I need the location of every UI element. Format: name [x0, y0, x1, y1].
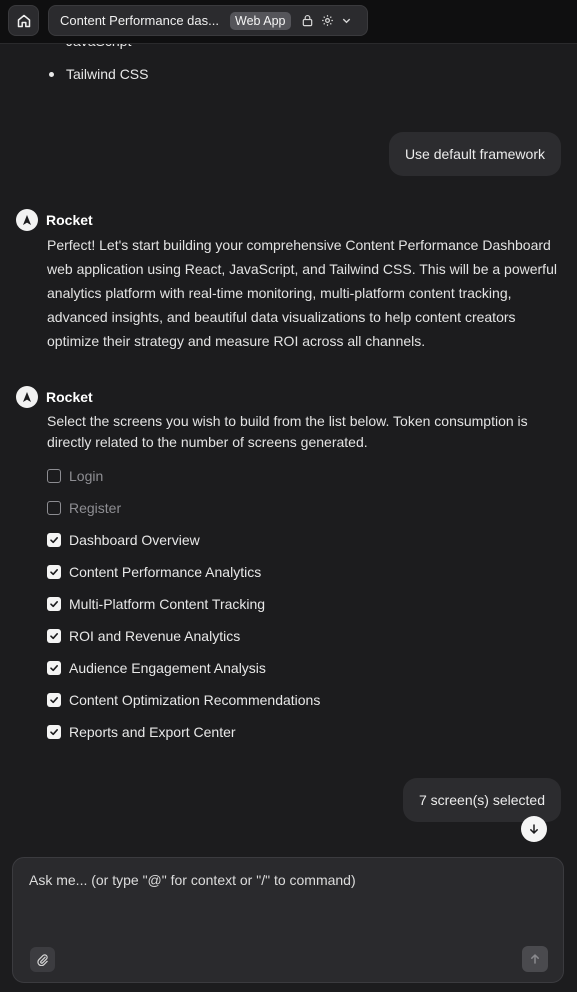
check-icon: [49, 567, 59, 577]
rocket-icon: [21, 214, 33, 226]
user-message: 7 screen(s) selected: [403, 778, 561, 822]
checkbox-unchecked[interactable]: [47, 469, 61, 483]
screen-option[interactable]: [47, 660, 266, 676]
rocket-icon: [21, 391, 33, 403]
paperclip-icon: [36, 953, 49, 966]
arrow-down-icon: [528, 823, 540, 835]
home-icon: [16, 13, 32, 29]
checkbox-checked[interactable]: [47, 597, 61, 611]
screen-option-label: Register: [69, 500, 122, 516]
chat-input[interactable]: Ask me... (or type "@" for context or "/" to command): [29, 872, 356, 888]
checkbox-checked[interactable]: [47, 725, 61, 739]
screen-option-label: ROI and Revenue Analytics: [69, 628, 241, 644]
check-icon: [49, 695, 59, 705]
scroll-down-button[interactable]: [521, 816, 547, 842]
screen-option[interactable]: [47, 468, 103, 484]
screen-option-label: Dashboard Overview: [69, 532, 200, 548]
project-selector[interactable]: [48, 5, 368, 36]
check-icon: [49, 727, 59, 737]
rocket-avatar: [16, 386, 38, 408]
screen-option[interactable]: [47, 532, 200, 548]
check-icon: [49, 631, 59, 641]
lock-icon[interactable]: [301, 14, 314, 27]
top-bar: [0, 0, 577, 44]
check-icon: [49, 663, 59, 673]
screen-option[interactable]: [47, 564, 261, 580]
assistant-header: [16, 209, 93, 231]
screen-option-label: Multi-Platform Content Tracking: [69, 596, 266, 612]
screen-option-label: Content Optimization Recommendations: [69, 692, 321, 708]
list-item: Tailwind CSS: [47, 66, 148, 82]
user-message: Use default framework: [389, 132, 561, 176]
assistant-message: Select the screens you wish to build from the list below. Token consumption is directly related to the number of screens generated.: [47, 413, 528, 450]
checkbox-checked[interactable]: [47, 693, 61, 707]
screen-option-label: Reports and Export Center: [69, 724, 236, 740]
project-title: Content Performance das...: [60, 13, 219, 28]
arrow-up-icon: [529, 953, 541, 965]
send-button[interactable]: [522, 946, 548, 972]
screen-option-label: Login: [69, 468, 104, 484]
screen-option-label: Audience Engagement Analysis: [69, 660, 266, 676]
attach-button[interactable]: [30, 947, 55, 972]
assistant-header: [16, 386, 93, 408]
assistant-message: Perfect! Let's start building your comprehensive Content Performance Dashboard web application using React, JavaScript, and Tailwind CSS. This will be a powerful analytics platform with real-time monitoring, multi-platform content tracking, advanced insights, and beautiful data visualizations to help content creators optimize their strategy and measure ROI across all channels.: [47, 237, 557, 349]
checkbox-checked[interactable]: [47, 629, 61, 643]
check-icon: [49, 535, 59, 545]
checkbox-checked[interactable]: [47, 533, 61, 547]
screen-option[interactable]: [47, 692, 320, 708]
screen-option[interactable]: [47, 596, 265, 612]
screen-option[interactable]: [47, 628, 240, 644]
checkbox-checked[interactable]: [47, 661, 61, 675]
screen-option[interactable]: [47, 500, 121, 516]
screen-option[interactable]: [47, 724, 236, 740]
check-icon: [49, 599, 59, 609]
app-type-badge: Web App: [230, 12, 291, 30]
checkbox-unchecked[interactable]: [47, 501, 61, 515]
rocket-avatar: [16, 209, 38, 231]
assistant-name: Rocket: [46, 212, 93, 228]
assistant-name: Rocket: [46, 389, 93, 405]
checkbox-checked[interactable]: [47, 565, 61, 579]
chevron-down-icon[interactable]: [341, 15, 352, 26]
screen-option-label: Content Performance Analytics: [69, 564, 262, 580]
settings-icon[interactable]: [321, 14, 334, 27]
message-composer[interactable]: [12, 857, 564, 983]
home-button[interactable]: [8, 5, 39, 36]
